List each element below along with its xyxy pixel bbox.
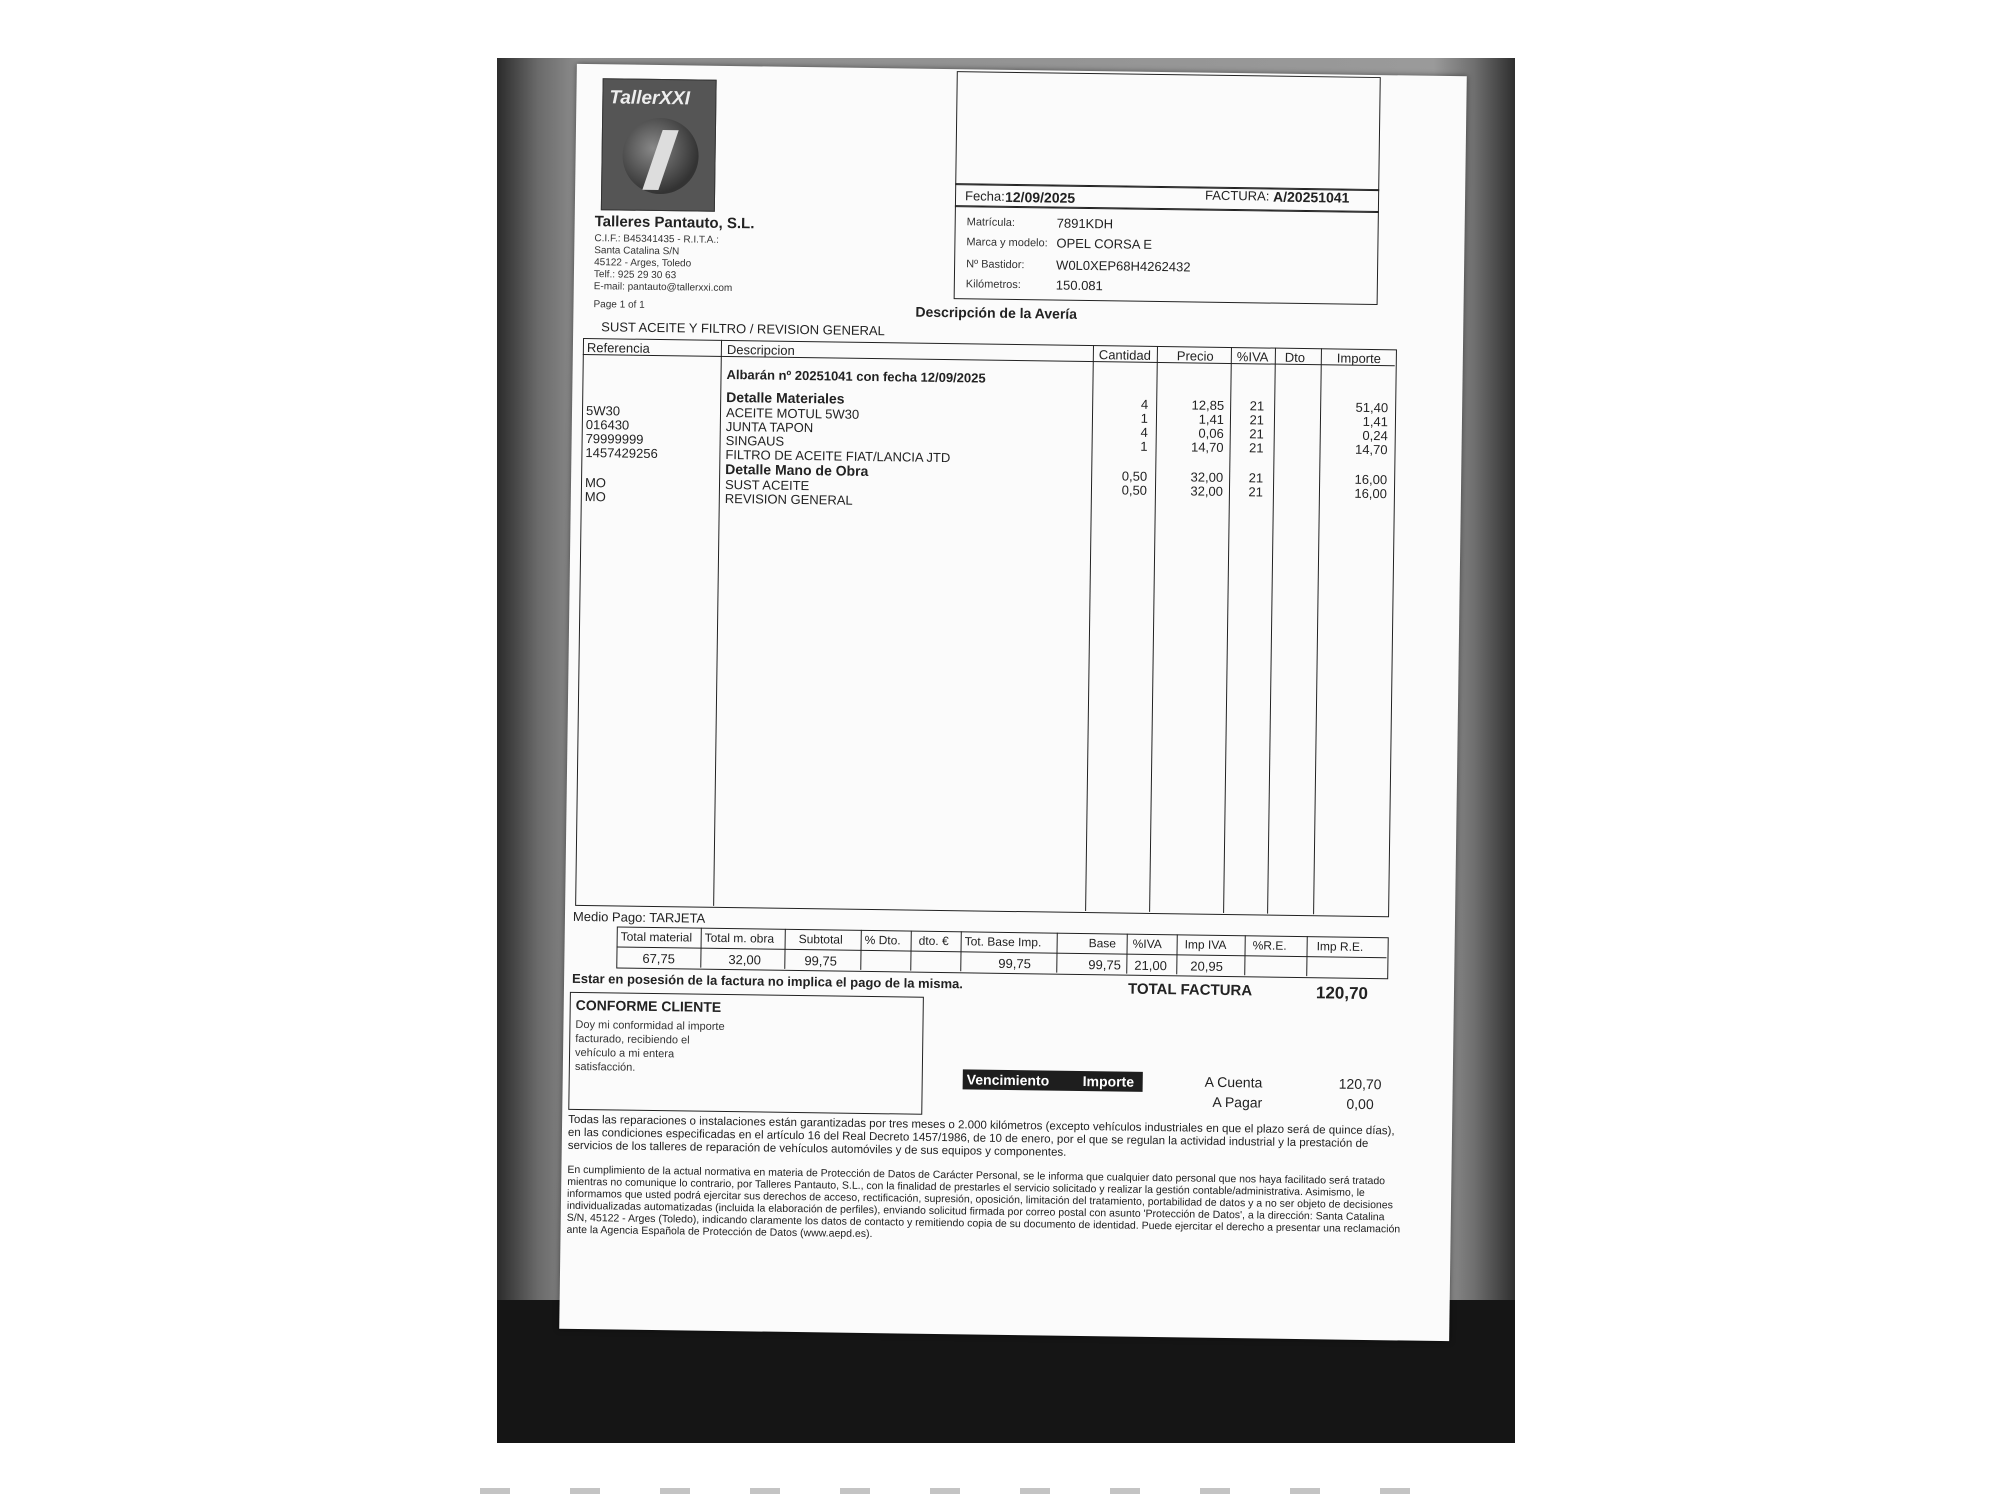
- scan-artifact-stripe: [480, 1488, 1460, 1494]
- row-ref: 016430: [585, 417, 630, 433]
- company-line: 45122 - Arges, Toledo: [594, 257, 692, 270]
- row-precio: 32,00: [1190, 483, 1224, 499]
- a-cuenta-label: A Cuenta: [1204, 1073, 1263, 1091]
- conforme-line: vehículo a mi entera: [574, 1046, 675, 1061]
- row-ref: 1457429256: [585, 445, 658, 462]
- company-name: Talleres Pantauto, S.L.: [594, 213, 755, 233]
- totals-value: 99,75: [804, 953, 838, 969]
- privacy-text: En cumplimiento de la actual normativa en materia de Protección de Datos de Carácter Personal, se le informa que cualquier dato personal que nos haya facilitado será tratado mientras no comunique lo contrario, por Talleres Pantauto, S.L., con la finalidad de prestarles el servicio solicitado y realizar la gestión contable/administrativa. Asimismo, le informamos que usted podrá ejercitar sus derechos de acceso, rectificación, supresión, oposición, limitación del tratamiento, portabilidad de datos y a no ser objeto de decisiones individualizadas automatizadas (incluida la elaboración de perfiles), enviando solicitud firmada por correo postal con asunto 'Protección de Datos', a la dirección: Santa Catalina S/N, 45122 - Arges (Toledo), indicando claramente los datos de contacto y remitiendo copia de su documento de identidad. Puede ejercitar el derecho a presentar una reclamación ante la Agencia Española de Protección de Datos (www.aepd.es).: [566, 1163, 1401, 1241]
- totals-value: 32,00: [728, 952, 762, 968]
- row-importe: 0,24: [1362, 427, 1388, 444]
- conforme-line: Doy mi conformidad al importe: [575, 1018, 725, 1034]
- conforme-line: satisfacción.: [574, 1060, 636, 1074]
- averia-title: Descripción de la Avería: [915, 303, 1078, 322]
- totals-header: dto. €: [918, 933, 949, 949]
- header-descripcion: Descripcion: [726, 341, 795, 358]
- factura-value: A/20251041: [1272, 188, 1350, 206]
- totals-header: %IVA: [1132, 936, 1162, 952]
- invoice-page: [559, 64, 1467, 1341]
- section-materiales: Detalle Materiales: [726, 388, 845, 407]
- fecha-label: Fecha:: [964, 188, 1005, 204]
- company-logo: [601, 78, 717, 212]
- row-precio: 1,41: [1198, 411, 1225, 427]
- row-importe: 51,40: [1355, 399, 1389, 416]
- row-precio: 12,85: [1191, 397, 1225, 413]
- marca-value: OPEL CORSA E: [1056, 235, 1153, 252]
- vencimiento-header: [963, 1069, 1143, 1092]
- page-number: Page 1 of 1: [593, 299, 645, 311]
- totals-value: 99,75: [1088, 957, 1121, 973]
- row-cant: 0,50: [1121, 482, 1148, 498]
- header-importe: Importe: [1336, 350, 1382, 367]
- totals-header: Base: [1088, 936, 1117, 951]
- row-importe: 16,00: [1354, 471, 1388, 488]
- header-cantidad: Cantidad: [1098, 347, 1152, 363]
- row-desc: ACEITE MOTUL 5W30: [725, 404, 860, 422]
- row-importe: 1,41: [1362, 413, 1389, 430]
- totals-header: Tot. Base Imp.: [964, 934, 1042, 950]
- factura-label: FACTURA:: [1204, 187, 1270, 204]
- fecha-value: 12/09/2025: [1004, 188, 1076, 206]
- company-line: C.I.F.: B45341435 - R.I.T.A.:: [594, 233, 720, 246]
- totals-header: Total material: [620, 929, 693, 945]
- company-line: Santa Catalina S/N: [594, 245, 680, 258]
- albaran-line: Albarán nº 20251041 con fecha 12/09/2025: [726, 366, 986, 386]
- row-importe: 14,70: [1354, 441, 1388, 458]
- header-iva: %IVA: [1236, 349, 1269, 365]
- row-precio: 32,00: [1190, 469, 1224, 485]
- totals-value: 21,00: [1134, 957, 1167, 974]
- header-referencia: Referencia: [586, 340, 650, 356]
- km-label: Kilómetros:: [965, 278, 1021, 292]
- row-iva: 21: [1248, 484, 1264, 500]
- company-line: Telf.: 925 29 30 63: [593, 269, 677, 282]
- a-pagar-label: A Pagar: [1212, 1093, 1263, 1111]
- conforme-line: facturado, recibiendo el: [575, 1032, 690, 1047]
- totals-value: 99,75: [998, 955, 1032, 972]
- row-desc: JUNTA TAPON: [725, 418, 814, 436]
- row-cant: 0,50: [1121, 468, 1148, 484]
- row-ref: MO: [584, 475, 607, 491]
- medio-pago: Medio Pago: TARJETA: [572, 908, 706, 926]
- totals-value: 20,95: [1190, 958, 1223, 974]
- totals-header: % Dto.: [864, 932, 901, 948]
- row-desc: REVISION GENERAL: [724, 490, 853, 508]
- header-precio: Precio: [1176, 348, 1214, 364]
- total-factura-label: TOTAL FACTURA: [1127, 980, 1253, 1000]
- warranty-text: Todas las reparaciones o instalaciones están garantizadas por tres meses o 2.000 kilómetros (excepto vehículos industriales en que el plazo será de quince días), en las condiciones especificadas en el artículo 16 del Real Decreto 1457/1986, de 10 de enero, por el que se regulan la actividad industrial y la prestación de servicios de los talleres de reparación de vehículos automóviles y de sus equipos y componentes.: [567, 1113, 1395, 1159]
- row-importe: 16,00: [1354, 485, 1388, 502]
- section-mano-obra: Detalle Mano de Obra: [725, 460, 869, 479]
- company-line: E-mail: pantauto@tallerxxi.com: [593, 281, 733, 295]
- row-iva: 21: [1249, 426, 1264, 442]
- totals-value: 67,75: [642, 950, 676, 967]
- row-desc: SUST ACEITE: [724, 476, 810, 494]
- bastidor-value: W0L0XEP68H4262432: [1056, 257, 1191, 275]
- row-iva: 21: [1249, 440, 1264, 456]
- total-factura-value: 120,70: [1315, 983, 1369, 1003]
- row-cant: 4: [1140, 424, 1148, 440]
- bastidor-label: Nº Bastidor:: [966, 258, 1025, 272]
- row-ref: 79999999: [585, 431, 644, 447]
- matricula-value: 7891KDH: [1056, 215, 1114, 232]
- matricula-label: Matrícula:: [966, 216, 1016, 229]
- row-ref: MO: [584, 489, 606, 505]
- row-ref: 5W30: [585, 403, 621, 419]
- marca-label: Marca y modelo:: [966, 236, 1048, 250]
- row-iva: 21: [1249, 398, 1265, 414]
- a-pagar-value: 0,00: [1346, 1095, 1374, 1113]
- totals-header: Imp IVA: [1184, 937, 1227, 953]
- totals-header: Total m. obra: [704, 930, 775, 946]
- totals-header: Subtotal: [798, 932, 843, 947]
- averia-text: SUST ACEITE Y FILTRO / REVISION GENERAL: [601, 319, 885, 339]
- row-precio: 14,70: [1190, 439, 1224, 455]
- payment-note: Estar en posesión de la factura no implica el pago de la misma.: [572, 970, 964, 992]
- customer-address-box: [955, 71, 1381, 191]
- header-dto: Dto: [1284, 349, 1306, 366]
- row-iva: 21: [1249, 412, 1265, 428]
- importe-col-label: Importe: [1082, 1073, 1135, 1090]
- vencimiento-col-label: Vencimiento: [966, 1071, 1050, 1089]
- row-desc: SINGAUS: [725, 432, 785, 449]
- row-cant: 4: [1140, 396, 1149, 412]
- logo-text: TallerXXI: [609, 87, 691, 110]
- totals-header: Imp R.E.: [1316, 939, 1364, 954]
- km-value: 150.081: [1055, 277, 1103, 294]
- row-cant: 1: [1140, 438, 1148, 454]
- row-desc: FILTRO DE ACEITE FIAT/LANCIA JTD: [725, 446, 951, 466]
- row-precio: 0,06: [1198, 425, 1224, 441]
- totals-header: %R.E.: [1252, 938, 1287, 953]
- a-cuenta-value: 120,70: [1338, 1075, 1382, 1093]
- row-iva: 21: [1248, 470, 1264, 486]
- row-cant: 1: [1140, 410, 1149, 426]
- conforme-title: CONFORME CLIENTE: [575, 996, 722, 1015]
